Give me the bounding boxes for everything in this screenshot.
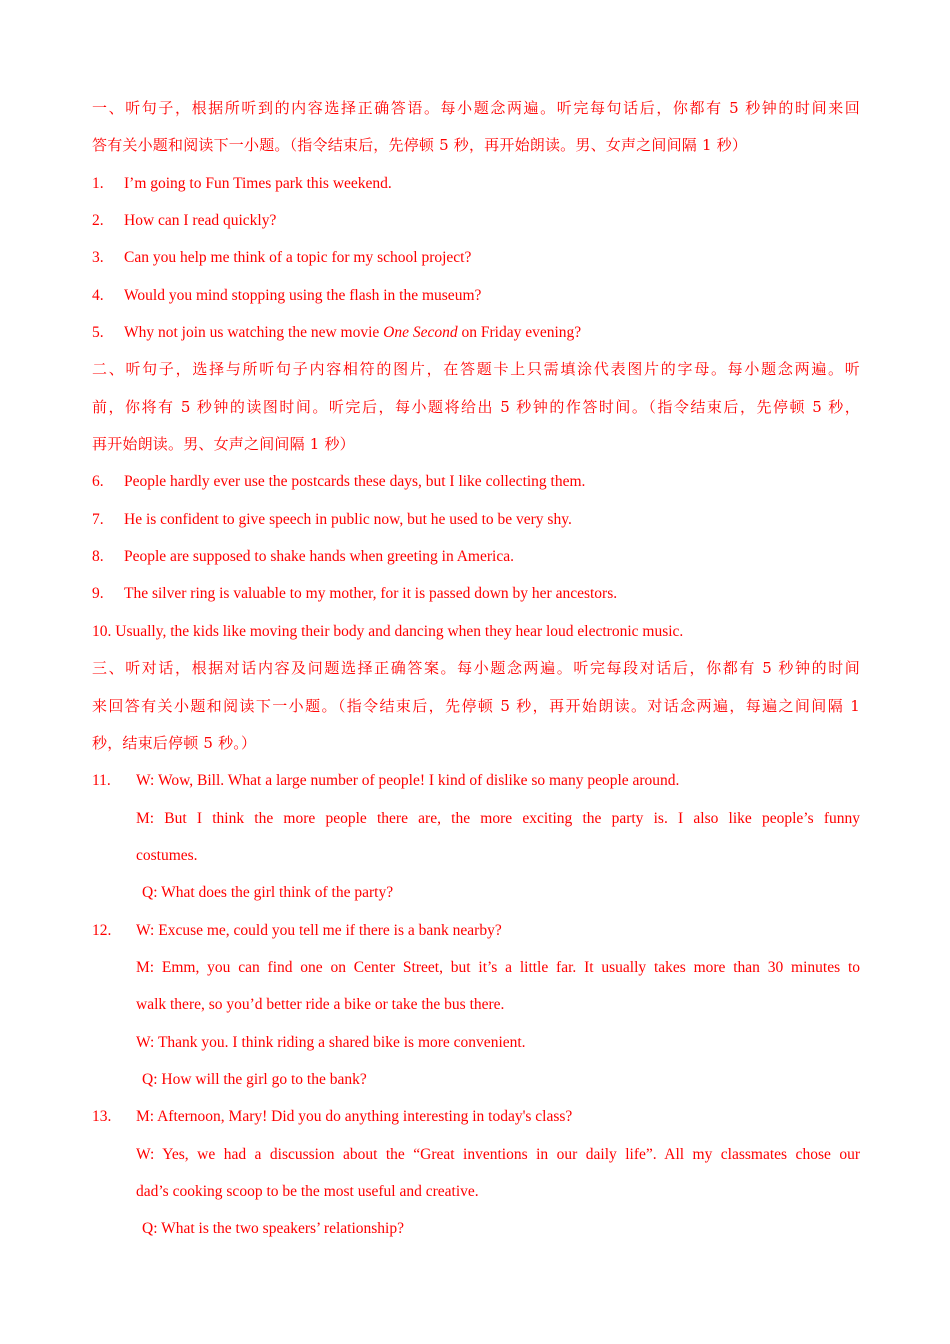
section2-instruction-line3: 再开始朗读。男、女声之间间隔 1 秒） [92,435,355,454]
dialog-item-13 [92,1098,860,1135]
question-number: 11. [92,772,111,790]
question-item-4 [92,277,860,314]
question-item-8 [92,538,860,575]
section1-instruction-line1: 一、听句子，根据所听到的内容选择正确答语。每小题念两遍。听完每句话后，你都有 5 秒钟的时间来回 [92,99,860,117]
question-text: People hardly ever use the postcards these days, but I like collecting them. [124,473,586,491]
question-text: I’m going to Fun Times park this weekend. [124,174,392,192]
question-text-after: on Friday evening? [457,324,582,342]
question-item-7 [92,501,860,538]
dialog-line: W: Excuse me, could you tell me if there is a bank nearby? [136,921,502,939]
question-text: Would you mind stopping using the flash in the museum? [124,286,482,304]
question-number: 5. [92,324,104,342]
dialog-item-11 [92,762,860,799]
section3-instruction-line2: 来回答有关小题和阅读下一小题。（指令结束后，先停顿 5 秒，再开始朗读。对话念两遍，每遍之间间隔 1 [92,696,860,715]
question-item-1 [92,165,860,202]
question-number: 4. [92,286,104,304]
dialog-line: costumes. [136,846,198,864]
question-text: He is confident to give speech in public now, but he used to be very shy. [124,510,572,528]
dialog-line: M: But I think the more people there are, the more exciting the party is. I also like people’s funny [136,809,860,827]
question-item-5 [92,314,860,351]
dialog-line: dad’s cooking scoop to be the most useful and creative. [136,1182,479,1200]
section3-instruction-line3: 秒，结束后停顿 5 秒。） [92,733,257,752]
question-text: People are supposed to shake hands when greeting in America. [124,548,514,566]
question-item-3 [92,239,860,276]
dialog-line: walk there, so you’d better ride a bike or take the bus there. [136,996,505,1014]
question-item-9 [92,575,860,612]
dialog-line: M: Afternoon, Mary! Did you do anything interesting in today's class? [136,1108,573,1126]
dialog-question: Q: What does the girl think of the party? [142,884,394,902]
dialog-line: M: Emm, you can find one on Center Street, but it’s a little far. It usually takes more than 30 minutes to [136,958,860,976]
question-number: 9. [92,585,104,603]
dialog-question: Q: How will the girl go to the bank? [142,1070,367,1088]
question-number: 1. [92,174,104,192]
question-number: 2. [92,212,104,230]
section3-instruction-line1: 三、听对话，根据对话内容及问题选择正确答案。每小题念两遍。听完每段对话后，你都有 5 秒钟的时间 [92,659,860,678]
question-number: 13. [92,1108,112,1126]
question-number: 3. [92,249,104,267]
question-number: 6. [92,473,104,491]
question-text: The silver ring is valuable to my mother, for it is passed down by her ancestors. [124,585,618,603]
question-item-6 [92,463,860,500]
dialog-line: W: Thank you. I think riding a shared bike is more convenient. [136,1033,526,1051]
question-number: 7. [92,510,104,528]
movie-title: One Second [383,324,458,342]
question-text: Can you help me think of a topic for my school project? [124,249,472,267]
dialog-line: W: Wow, Bill. What a large number of people! I kind of dislike so many people around. [136,772,680,790]
section2-instruction-line2: 前，你将有 5 秒钟的读图时间。听完后，每小题将给出 5 秒钟的作答时间。（指令结束后，先停顿 5 秒， [92,397,860,416]
section2-instruction-line1: 二、听句子，选择与所听句子内容相符的图片，在答题卡上只需填涂代表图片的字母。每小题念两遍。听 [92,360,860,379]
dialog-question: Q: What is the two speakers’ relationship? [142,1220,404,1238]
dialog-line: W: Yes, we had a discussion about the “Great inventions in our daily life”. All my classmates chose our [136,1145,860,1163]
question-text [124,314,581,351]
question-item-10: 10. Usually, the kids like moving their body and dancing when they hear loud electronic music. [92,622,684,640]
section1-instruction-line2: 答有关小题和阅读下一小题。（指令结束后，先停顿 5 秒，再开始朗读。男、女声之间间隔 1 秒） [92,136,748,155]
dialog-item-12 [92,912,860,949]
question-text: How can I read quickly? [124,212,277,230]
question-number: 12. [92,921,112,939]
question-item-2 [92,202,860,239]
question-text-before: Why not join us watching the new movie [124,324,384,342]
document-page [92,90,860,1248]
question-number: 8. [92,548,104,566]
